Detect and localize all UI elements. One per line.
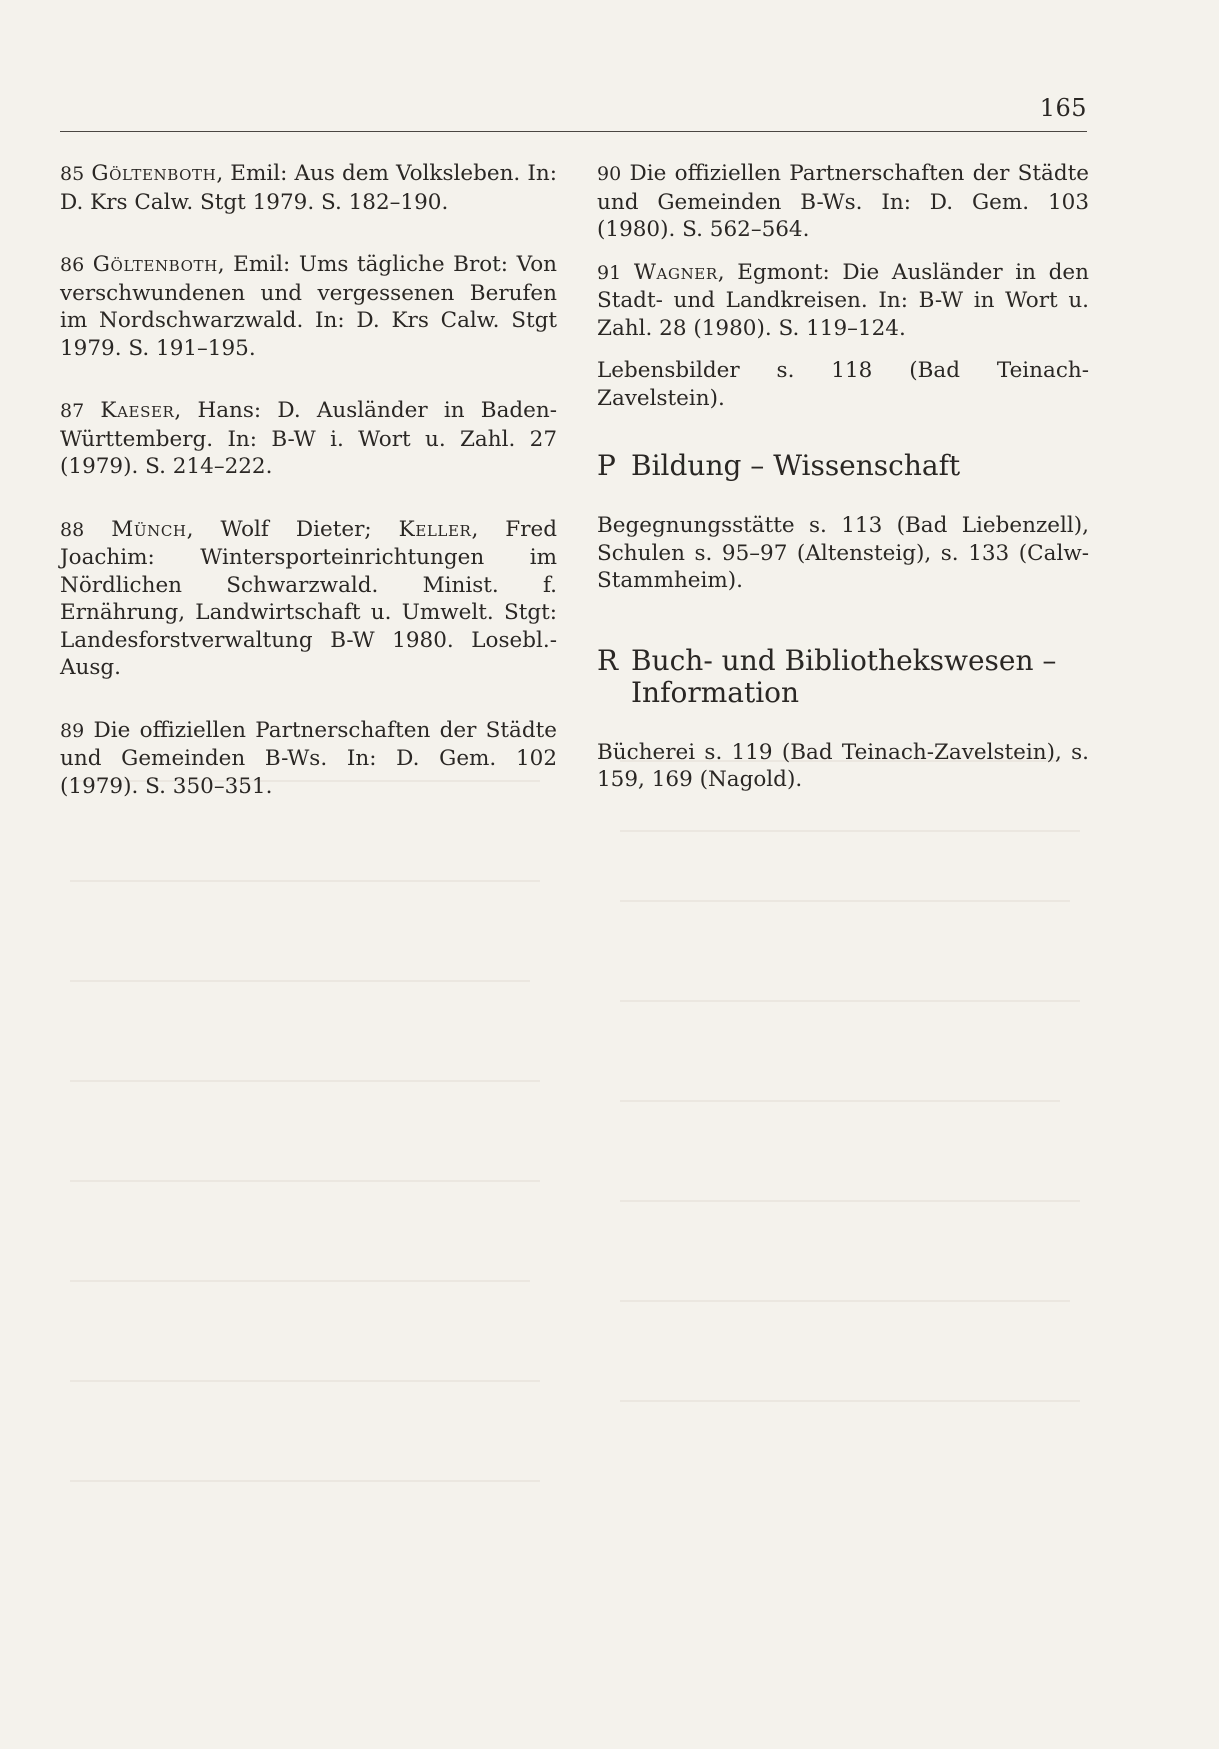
entry-text: Begegnungsstätte s. 113 (Bad Liebenzell), Schulen s. 95–97 (Altensteig), s. 133 (Calw-Stammheim). (597, 513, 1089, 593)
entry-author: Göltenboth (92, 252, 218, 277)
entry-number: 89 (60, 719, 85, 742)
entry-text: , Emil: Aus dem Volksleben. In: D. Krs Calw. Stgt 1979. S. 182–190. (60, 161, 557, 215)
entry-number: 86 (60, 254, 85, 276)
section-heading-bildung (597, 450, 1089, 482)
section-heading-buchwesen (597, 645, 1089, 709)
entry-author: Kaeser (100, 398, 175, 423)
entry-text: , Egmont: Die Ausländer in den Stadt- und Landkreisen. In: B-W in Wort u. Zahl. 28 (1980). S. 119–124. (597, 259, 1089, 341)
bib-entry-90 (597, 160, 1089, 244)
entry-author: Münch (111, 516, 187, 542)
entry-author: Wagner (633, 259, 718, 285)
section-title (631, 645, 1056, 709)
bib-entry-88 (60, 516, 557, 682)
header-rule (60, 131, 1087, 132)
entry-number: 91 (597, 261, 622, 284)
entry-text-2: , Fred Joachim: Wintersporteinrichtungen im Nördlichen Schwarzwald. Minist. f. Ernährung, Landwirtschaft u. Umwelt. Stgt: Landesforstverwaltung B-W 1980. Losebl.-Ausg. (60, 516, 557, 680)
entry-number: 85 (60, 163, 85, 185)
cross-reference-buchwesen (597, 739, 1089, 794)
entry-number: 88 (60, 518, 85, 541)
section-title-line-1: Buch- und Bibliothekswesen – (631, 643, 1057, 677)
left-column (60, 160, 557, 835)
entry-text: , Emil: Ums tägliche Brot: Von verschwundenen und vergessenen Berufen im Nordschwarzwald. In: D. Krs Calw. Stgt 1979. S. 191–195. (60, 252, 557, 361)
bib-entry-86 (60, 251, 557, 362)
page-number: 165 (1039, 94, 1087, 122)
entry-text: Lebensbilder s. 118 (Bad Teinach-Zavelstein). (597, 358, 1089, 411)
bib-entry-87 (60, 397, 557, 481)
entry-number: 90 (597, 163, 622, 185)
section-title: Bildung – Wissenschaft (631, 449, 961, 482)
bib-entry-91 (597, 259, 1089, 343)
right-column (597, 160, 1089, 809)
entry-text: , Hans: D. Ausländer in Baden-Württemberg. In: B-W i. Wort u. Zahl. 27 (1979). S. 214–222. (60, 398, 557, 479)
entry-number: 87 (60, 400, 85, 422)
entry-text: Die offiziellen Partnerschaften der Städte und Gemeinden B-Ws. In: D. Gem. 102 (1979). S. 350–351. (60, 717, 557, 799)
cross-reference-bildung (597, 512, 1089, 595)
entry-text: Die offiziellen Partnerschaften der Städte und Gemeinden B-Ws. In: D. Gem. 103 (1980). S. 562–564. (597, 161, 1089, 242)
section-title-line-2: Information (631, 675, 800, 709)
entry-text: , Wolf Dieter; (186, 516, 399, 542)
entry-author: Göltenboth (91, 161, 217, 186)
cross-reference-lebensbilder (597, 357, 1089, 412)
bib-entry-85 (60, 160, 557, 216)
section-letter: R (597, 643, 619, 677)
entry-author-2: Keller (398, 516, 472, 542)
section-letter: P (597, 449, 616, 482)
bib-entry-89 (60, 717, 557, 801)
entry-text: Bücherei s. 119 (Bad Teinach-Zavelstein), s. 159, 169 (Nagold). (597, 739, 1089, 792)
